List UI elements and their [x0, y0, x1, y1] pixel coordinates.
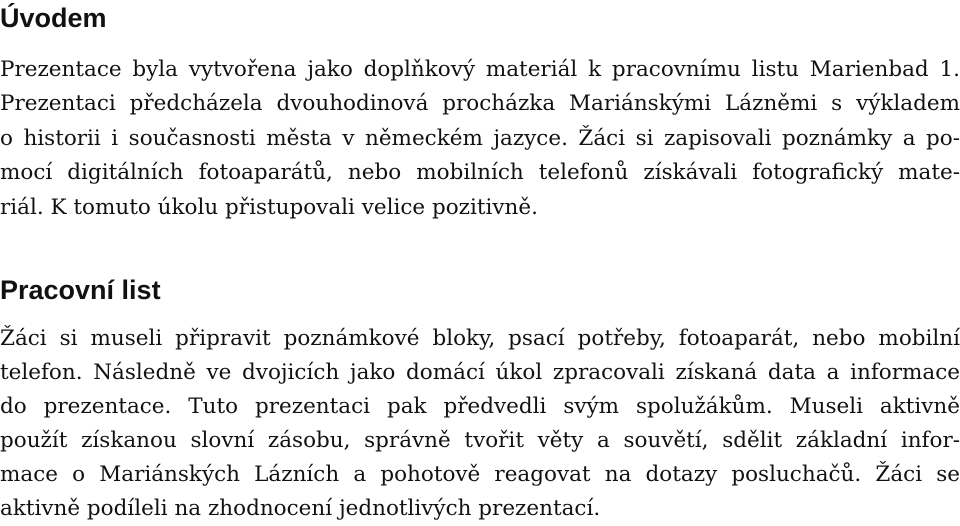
paragraph-line: telefon. Následně ve dvojicích jako domácí úkol zpracovali získaná data a informace	[0, 360, 960, 385]
paragraph-line: do prezentace. Tuto prezentaci pak předvedli svým spolužákům. Museli aktivně	[0, 394, 960, 419]
intro-paragraph	[0, 53, 960, 225]
paragraph-line: mace o Mariánských Lázních a pohotově reagovat na dotazy posluchačů. Žáci se	[0, 462, 960, 487]
paragraph-line: aktivně podíleli na zhodnocení jednotlivých prezentací.	[0, 496, 601, 521]
section-heading-worksheet: Pracovní list	[0, 275, 161, 305]
paragraph-line: Prezentaci předcházela dvouhodinová procházka Mariánskými Lázněmi s výkladem	[0, 91, 960, 117]
paragraph-line: Prezentace byla vytvořena jako doplňkový materiál k pracovnímu listu Marienbad 1.	[0, 57, 960, 82]
worksheet-paragraph	[0, 322, 960, 526]
paragraph-line: o historii i současnosti města v německém jazyce. Žáci si zapisovali poznámky a po-	[0, 125, 960, 151]
paragraph-line: Žáci si museli připravit poznámkové bloky, psací potřeby, fotoaparát, nebo mobilní	[0, 326, 960, 351]
paragraph-line: použít získanou slovní zásobu, správně tvořit věty a souvětí, sdělit základní infor-	[0, 428, 960, 453]
paragraph-line: mocí digitálních fotoaparátů, nebo mobilních telefonů získávali fotografický mate-	[0, 160, 960, 186]
paragraph-line: riál. K tomuto úkolu přistupovali velice pozitivně.	[0, 194, 538, 220]
section-heading-intro: Úvodem	[0, 3, 107, 33]
